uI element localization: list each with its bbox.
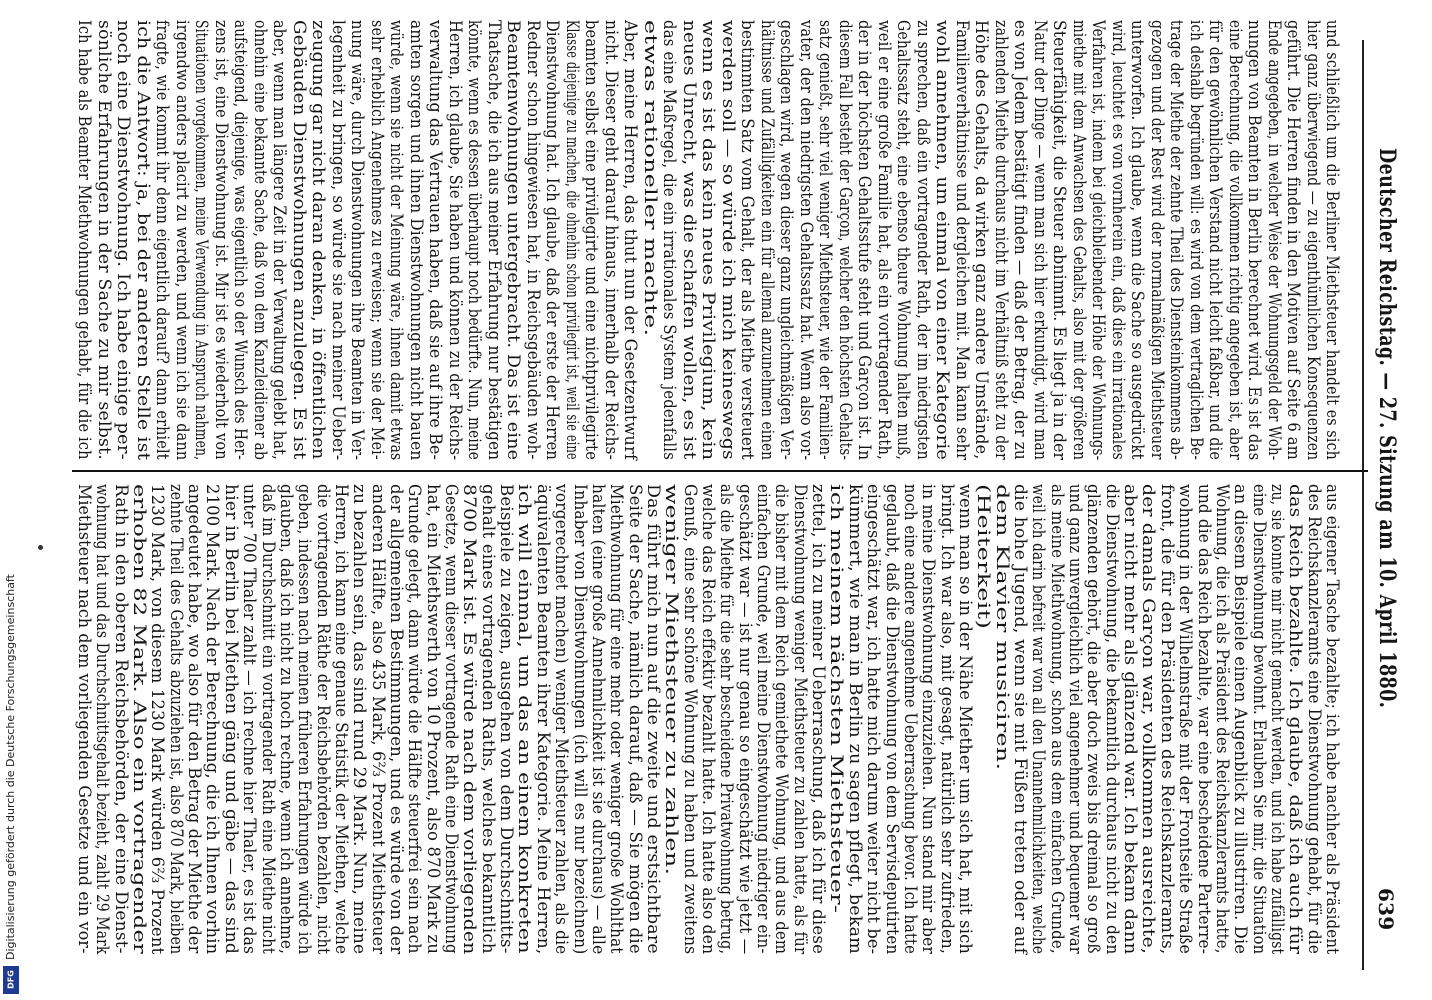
digitization-sidebar bbox=[0, 0, 22, 1000]
text-line: noch eine Dienstwohnung. Ich habe einige per- bbox=[113, 20, 133, 460]
text-line: Steuerfähigkeit, die Steuer abnimmt. Es liegt ja in der bbox=[1049, 20, 1069, 461]
text-line: für den gewöhnlichen Verstand nicht leicht faßbar, und die bbox=[1205, 20, 1225, 461]
text-line: als meine Miethwohnung, schon aus dem einfachen Grunde, bbox=[1046, 484, 1067, 954]
text-line: werden soll — so würde ich mich keineswegs bbox=[717, 20, 738, 460]
text-line: noch eine andere angenehme Ueberraschung bevor. Ich hatte bbox=[899, 484, 920, 954]
dfg-logo: DFG bbox=[3, 966, 19, 994]
text-line: Herren, ich glaube, Sie haben und können zu der Reichs- bbox=[444, 20, 465, 461]
text-line: Grunde gelegt, dann würde die Hälfte steuerfrei sein nach bbox=[404, 484, 425, 954]
text-line: Gesetze, wenn dieser vortragende Rath eine Dienstwohnung bbox=[441, 484, 462, 954]
text-line: Miethsteuer nach dem vorliegenden Gesetze und ein vor- bbox=[74, 484, 94, 954]
text-line: halten (eine große Annehmlichkeit ist sie durchaus) — alle bbox=[587, 484, 608, 955]
text-line: dem Klavier musiciren. bbox=[991, 484, 1012, 771]
text-line: könnte, wenn es dessen überhaupt noch bedürfte. Nun, meine bbox=[464, 20, 484, 460]
text-line: glänzenden gehört, die aber doch zweis bis dreimal so groß bbox=[1083, 484, 1104, 954]
text-line: geglaubt, daß die Dienstwohnung von dem Servisdeputirten bbox=[881, 484, 902, 955]
text-line: geben, indessen nach meinen früheren Erfahrungen würde ich bbox=[294, 484, 315, 955]
text-line: zu sprechen, daß ein vortragender Rath, der im niedrigsten bbox=[912, 20, 933, 460]
text-line: Herren, ich kann eine genaue Statistik der Miethen, welche bbox=[330, 484, 351, 955]
text-line: ich deshalb begründen will: es wird von dem vertraglichen Be- bbox=[1185, 20, 1206, 461]
text-line: neues Unrecht, was die schaffen wollen, es ist bbox=[678, 20, 699, 460]
text-line: anderen Hälfte, also 435 Mark, 6⅔ Prozent Miethsteuer bbox=[367, 484, 388, 955]
text-line: würde, wenn sie nicht der Meinung wäre, ihnen damit etwas bbox=[386, 20, 406, 461]
text-line: Natur der Dinge — wenn man sich hier erkundigt, wird man bbox=[1029, 20, 1050, 461]
text-line: gehalt eines vortragenden Raths, welches bekanntlich bbox=[477, 484, 498, 954]
text-line: wohnung in der Wilhelmstraße mit der Frontseite Straße bbox=[1175, 484, 1196, 955]
text-line: geschätzt war — ist nur genau so eingeschätzt wie jetzt — bbox=[734, 484, 755, 955]
text-line: etwas rationeller machte. bbox=[639, 20, 660, 337]
text-line: das eine Maßregel, die ein irrationales System jedenfalls bbox=[659, 20, 679, 461]
text-line: 8700 Mark ist. Es würde nach dem vorliegenden bbox=[459, 484, 480, 955]
text-line: Klasse diejenige zu machen, die ohnehin schon privilegirt ist, weil sie eine bbox=[561, 20, 582, 460]
text-line: zu bezahlen sein, das sind rund 29 Mark. Nun, meine bbox=[349, 484, 370, 955]
text-line: es von Jedem bestätigt finden — daß der Betrag, der zu bbox=[1010, 20, 1030, 460]
column-divider bbox=[72, 470, 1368, 472]
text-line: wird, leuchtet es von vornherein ein, daß dies ein irrationales bbox=[1107, 20, 1128, 460]
text-line: hat, ein Miethswerth von 10 Prozent, also 870 Mark zu bbox=[422, 484, 443, 955]
text-line: irgendwo anders placirt zu werden, und wenn ich sie dann bbox=[171, 20, 192, 461]
text-line: Wohnung, die ich als Präsident des Reichskanzleramts hatte, bbox=[1211, 484, 1232, 954]
text-line: ich will einmal, um das an einem konkreten bbox=[514, 484, 535, 954]
text-line: Miethwohnung für eine mehr oder weniger große Wohlthat bbox=[606, 484, 627, 954]
text-line: Genuß, eine sehr schöne Wohnung zu haben und zweitens bbox=[679, 484, 700, 955]
text-line: wenn es ist das kein neues Privilegium, kein bbox=[698, 20, 718, 461]
text-line: ich die Antwort: ja, bei der anderen Stelle ist bbox=[132, 20, 153, 461]
text-line: kümmert, wie man in Berlin zu sagen pflegt, bekam bbox=[844, 484, 865, 955]
text-line: legenheit zu bringen, so würde sie nach meiner Ueber- bbox=[327, 20, 348, 461]
text-line: aber, wenn man längere Zeit in der Verwaltung gelebt hat, bbox=[269, 20, 289, 460]
digitization-note: Digitalisierung gefördert durch die Deutsche Forschungsgemeinschaft bbox=[4, 574, 17, 960]
text-line: zehnte Theil des Gehalts abzuziehen ist, also 870 Mark, bleiben bbox=[165, 484, 186, 955]
text-line: gezogen und der Rest wird der normalmäßigen Miethsteuer bbox=[1146, 20, 1167, 460]
text-line: satz genießt, sehr viel weniger Miethsteuer, wie der Familien- bbox=[815, 20, 835, 460]
text-line: bestimmten Satz vom Gehalt, der als Miethe versteuert bbox=[737, 20, 757, 460]
text-line: Inhaber von Dienstwohnungen (ich will es nur bezeichnen) bbox=[569, 484, 590, 955]
text-line: trage der Miethe der zehnte Theil des Diensteinkommens ab- bbox=[1166, 20, 1186, 460]
text-line: vater, der den niedrigsten Gehaltssatz hat. Wenn also vor- bbox=[795, 20, 816, 461]
text-line: verwaltung das Vertrauen haben, daß sie auf ihre Be- bbox=[425, 20, 445, 461]
scan-speck bbox=[38, 545, 43, 550]
text-line: Seite der Sache, nämlich darauf, daß — Sie mögen die bbox=[624, 484, 645, 954]
text-line: einfachen Grunde, weil meine Dienstwohnung niedriger ein- bbox=[753, 484, 774, 954]
text-line: aus eigener Tasche bezahlte; ich habe nachher als Präsident bbox=[1322, 484, 1342, 955]
text-line: der in der höchsten Gehaltsstufe steht und Garçon ist. In bbox=[854, 20, 874, 461]
text-line: welche das Reich effektiv bezahlt hatte. Ich hatte also den bbox=[698, 484, 718, 955]
text-line: der allgemeinen Bestimmungen, und es würde von der bbox=[386, 484, 406, 955]
text-line: nung wäre, durch Dienstwohnungen ihre Beamten in Ver- bbox=[347, 20, 367, 461]
text-line: geschlagen wird, wegen dieser ganz ungleichmäßigen Ver- bbox=[776, 20, 796, 460]
text-line: Ende angegeben, in welcher Weise der Wohnungsgeld der Woh- bbox=[1263, 20, 1284, 461]
text-line: front, die für den Präsidenten des Reichskanzleramts, bbox=[1156, 484, 1177, 955]
text-line: unter 700 Thaler zahlt — ich rechne hier Thaler, es ist das bbox=[239, 484, 260, 955]
text-line: Rath in den oberen Reichsbehörden, der eine Dienst- bbox=[110, 484, 131, 954]
text-line: und ganz unvergleichlich viel angenehmer und bequemer war bbox=[1065, 484, 1086, 954]
text-line: weil er eine große Familie hat, als ein vortragender Rath, bbox=[873, 20, 894, 460]
page-number: 639 bbox=[1374, 888, 1398, 931]
text-line: die bisher mit dem Reich gemiethete Wohnung, und aus dem bbox=[771, 484, 792, 955]
text-line: miethe mit dem Anwachsen des Gehalts, also mit der größeren bbox=[1068, 20, 1089, 461]
text-line: ich meinem nächsten Miethsteuer- bbox=[826, 484, 847, 914]
text-line: angedeutet habe, wo also für den Betrag der Miethe der bbox=[184, 484, 205, 954]
text-line: als die Miethe für die sehr bescheidene Privatwohnung betrug, bbox=[716, 484, 737, 955]
text-line: wohnung hat und das Durchschnittsgehalt bezieht, zahlt 29 Mark bbox=[92, 484, 113, 955]
text-line: wenn man so in der Nähe Miether um sich hat, mit sich bbox=[954, 484, 975, 955]
text-line: erhoben 82 Mark. Also ein vortragender bbox=[129, 484, 150, 955]
text-line: in meine Dienstwohnung einzuziehen. Nun stand mir aber bbox=[918, 484, 939, 955]
page-header-title: Deutscher Reichstag. — 27. Sitzung am 10. April 1880. bbox=[1374, 148, 1400, 709]
text-line: aber nicht mehr als glänzend war. Ich bekam dann bbox=[1120, 484, 1141, 955]
text-line: die hohe Jugend, wenn sie mit Füßen treten oder auf bbox=[1010, 484, 1030, 955]
text-line: zu, sie konnte mir nicht gemacht werden, und ich habe zufälligst bbox=[1266, 484, 1287, 955]
text-line: Das führt mich nun auf die zweite und erstsichtbare bbox=[642, 484, 663, 954]
text-line: Redner schon hingewiesen hat, in Reichsgebäuden woh- bbox=[522, 20, 543, 460]
text-line: und die das Reich bezahlte, war eine bescheidene Parterre- bbox=[1193, 484, 1214, 955]
text-line: Situationen vorgekommen, meine Verwendung in Anspruch nahmen, bbox=[191, 20, 211, 461]
text-line: die vortragenden Räthe der Reichsbehörden bezahlen, nicht bbox=[312, 484, 333, 955]
text-line: diesem Fall besteht der Garçon, welcher den höchsten Gehalts- bbox=[834, 20, 855, 461]
text-line: daß im Durchschnitt ein vortragender Rath eine Miethe nicht bbox=[257, 484, 278, 954]
text-line: die Dienstwohnung, die bekanntlich durchaus nicht zu den bbox=[1101, 484, 1122, 955]
text-line: unterworfen. Ich glaube, wenn die Sache so ausgedrückt bbox=[1127, 20, 1147, 460]
text-line: der damals Garçon war, vollkommen ausreichte, bbox=[1138, 484, 1159, 955]
text-line: fragte, wie kommt ihr denn eigentlich darauf? dann erhielt bbox=[152, 20, 172, 460]
text-line: Höhe des Gehalts, da wirken ganz andere Umstände, bbox=[971, 20, 991, 460]
text-line: eine Dienstwohnung bewohnt. Erlauben Sie mir, die Situation bbox=[1248, 484, 1269, 955]
text-line: aufsteigend, diejenige, was eigentlich so der Wunsch des Her- bbox=[230, 20, 250, 460]
text-line: eingeschätzt war, ich hatte mich darum weiter nicht be- bbox=[863, 484, 884, 955]
text-line: hältnisse und Zufälligkeiten ein für allemal anzunehmen einen bbox=[756, 20, 777, 461]
header-rule bbox=[1362, 40, 1364, 970]
text-line: Dienstwohnung weniger Miethsteuer zu zahlen hatte, als für bbox=[789, 484, 810, 955]
text-line: zahlenden Miethe durchaus nicht im Verhältniß steht zu der bbox=[990, 20, 1011, 460]
text-line: weniger Miethsteuer zu zahlen. bbox=[661, 484, 682, 876]
text-line: ohnehin eine bekannte Sache, daß von dem Kanzleidiener ab bbox=[249, 20, 270, 460]
text-line: amten sorgen und ihnen Dienstwohnungen nicht bauen bbox=[405, 20, 426, 461]
text-line: glauben, daß ich nicht zu hoch rechne, wenn ich annehme, bbox=[275, 484, 296, 955]
text-line: zens ist, eine Dienstwohnung ist. Mir ist es wiederholt von bbox=[210, 20, 231, 460]
text-line: Familienverhältnisse und dergleichen mit. Man kann sehr bbox=[951, 20, 972, 461]
text-line: Gehaltssatz steht, eine ebenso theure Wohnung halten muß, bbox=[893, 20, 913, 461]
text-line: sehr erheblich Angenehmes zu erweisen; wenn sie der Mei- bbox=[366, 20, 387, 460]
text-line: vorgerechnet machen) weniger Miethsteuer zahlen, als die bbox=[551, 484, 572, 955]
text-line: Gebäuden Dienstwohnungen anzulegen. Es ist bbox=[288, 20, 309, 460]
text-line: nungen von Beamten in Berlin berechnet wird. Es ist das bbox=[1244, 20, 1264, 461]
text-line: eine Berechnung, die vollkommen richtig angegeben ist, aber bbox=[1224, 20, 1245, 461]
text-line: des Reichskanzleramts eine Dienstwohnung gehabt, für die bbox=[1303, 484, 1324, 955]
text-line: Beamtenwohnungen untergebracht. Das ist eine bbox=[503, 20, 523, 461]
text-line: sönliche Erfahrungen in der Sache zu mir selbst. bbox=[93, 20, 114, 461]
text-line: Verfahren ist, indem bei gleichbleibender Höhe der Wohnungs- bbox=[1088, 20, 1108, 461]
text-line: zeugung gar nicht daran denken, in öffentlichen bbox=[308, 20, 328, 460]
text-line: geführt. Die Herren finden in den Motiven auf Seite 6 am bbox=[1283, 20, 1303, 460]
text-line: beamten selbst eine privilegirte und eine nichtprivilegirte bbox=[581, 20, 601, 461]
text-line: und schließlich um die Berliner Miethsteuer handelt es sich bbox=[1322, 20, 1342, 460]
text-line: das Reich bezahlte. Ich glaube, daß ich auch für bbox=[1285, 484, 1306, 955]
text-line: bringt. Ich war also, mit gesagt, natürlich sehr zufrieden, bbox=[936, 484, 957, 955]
text-line: Dienstwohnung hat. Ich glaube, daß der erste der Herren bbox=[542, 20, 562, 461]
text-line: an diesem Beispiele einen Augenblick zu illustriren. Die bbox=[1230, 484, 1251, 955]
text-line: Thatsache, die ich aus meiner Erfahrung nur bestätigen bbox=[483, 20, 504, 461]
text-line: 1230 Mark, von diesem 1230 Mark würden 6⅔ Prozent bbox=[147, 484, 168, 955]
text-line: 2100 Mark. Nach der Berechnung, die ich Ihnen vorhin bbox=[202, 484, 223, 955]
text-line: (Heiterkeit) bbox=[973, 484, 994, 630]
text-line: zettel, ich zu meiner Ueberraschung, daß ich für diese bbox=[808, 484, 829, 955]
text-line: hier in Berlin bei Miethen gäng und gäbe — das sind bbox=[220, 484, 241, 955]
text-line: äquivalenten Beamten ihrer Kategorie. Meine Herren, bbox=[532, 484, 553, 955]
text-line: wohl annehmen, um einmal von einer Kategorie bbox=[932, 20, 952, 461]
text-line: hier ganz überwiegend — zu eigenthümlichen Konsequenzen bbox=[1302, 20, 1323, 461]
text-line: Beispiele zu zeigen, ausgehen von dem Durchschnitts- bbox=[496, 484, 517, 954]
text-line: Ich habe als Beamter Miethwohnungen gehabt, für die ich bbox=[74, 20, 94, 460]
text-line: Aber, meine Herren, das thut nun der Gesetzentwurf bbox=[620, 20, 640, 461]
text-line: nicht. Dieser geht darauf hinaus, innerhalb der Reichs- bbox=[600, 20, 621, 460]
text-line: weil ich darin befreit war von all den Unannehmlichkeiten, welche bbox=[1028, 484, 1049, 955]
